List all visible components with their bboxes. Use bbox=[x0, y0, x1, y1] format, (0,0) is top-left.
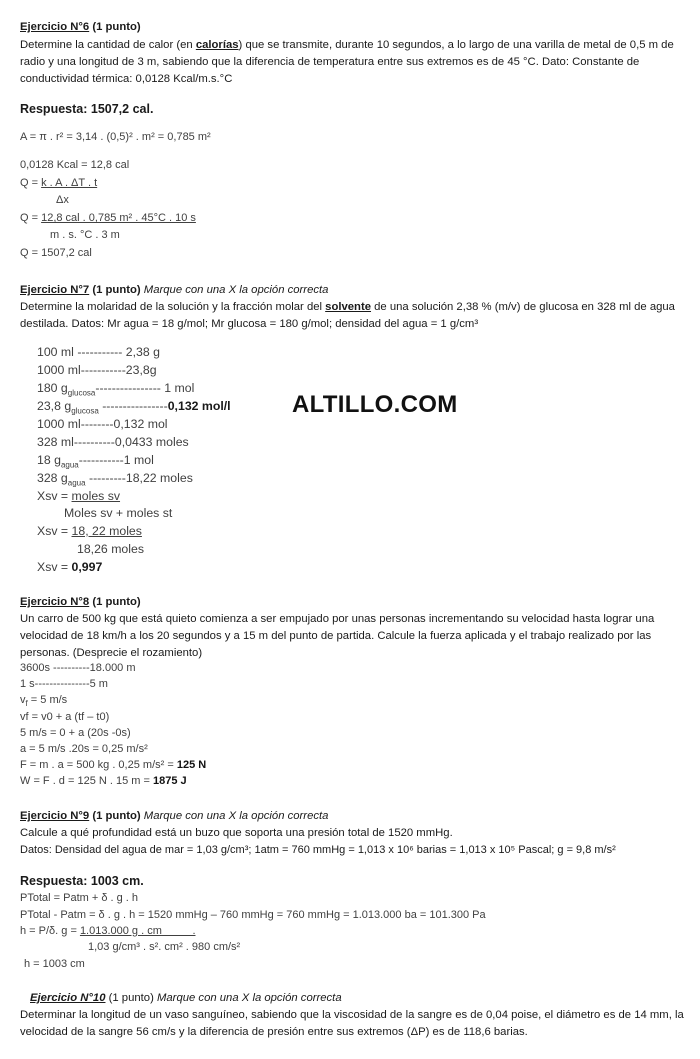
ej6-answer bbox=[20, 101, 153, 117]
ej7-l11-a: Xsv = bbox=[37, 524, 72, 538]
ej6-formula-numerator: k . A . ΔT . t bbox=[41, 177, 98, 189]
ej8-line-5: 5 m/s = 0 + a (20s -0s) bbox=[20, 727, 131, 739]
ej7-line-1: 100 ml ----------- 2,38 g bbox=[37, 345, 160, 359]
ej8-title: Ejercicio N°8 bbox=[20, 596, 90, 608]
ej9-line-5: h = 1003 cm bbox=[24, 958, 85, 970]
ej7-line-9 bbox=[37, 488, 120, 504]
ej6-subst-numerator: 12,8 cal . 0,785 m² . 45°C . 10 s bbox=[41, 212, 196, 224]
ej9-l3-a: h = P/δ. g = bbox=[20, 925, 80, 937]
ej7-l9-a: Xsv = bbox=[37, 489, 72, 503]
ej9-l3-numerator: 1.013.000 g . cm . bbox=[79, 925, 196, 937]
ej9-line-2: PTotal - Patm = δ . g . h = 1520 mmHg – 760 mmHg = 760 mmHg = 1.013.000 ba = 101.300 Pa bbox=[20, 909, 486, 921]
ej9-question-2: Datos: Densidad del agua de mar = 1,03 g/cm³; 1atm = 760 mmHg = 1,013 x 10⁶ barias = 1,013 x 10⁵ Pascal; g = 9,8 m/s² bbox=[20, 844, 616, 856]
ej7-line-13 bbox=[37, 559, 102, 575]
ej8-l3-sub: f bbox=[25, 699, 28, 709]
ej7-question bbox=[20, 299, 686, 333]
ej7-fraction-result: 0,997 bbox=[71, 560, 103, 574]
ej6-heading bbox=[20, 19, 141, 35]
ej7-l11-numerator: 18, 22 moles bbox=[71, 524, 142, 538]
ej7-line-11 bbox=[37, 523, 142, 539]
ej7-line-10: Moles sv + moles st bbox=[64, 506, 173, 520]
ej10-instruction: Marque con una X la opción correcta bbox=[156, 992, 342, 1004]
ej8-l8-a: W = F . d = 125 N . 15 m = bbox=[20, 775, 153, 787]
ej6-line-substitution bbox=[20, 210, 196, 226]
ej9-heading bbox=[20, 808, 328, 824]
ej6-line-area: A = π . r² = 3,14 . (0,5)² . m² = 0,785 m² bbox=[20, 131, 211, 143]
ej6-answer-value: : 1507,2 cal. bbox=[83, 102, 154, 116]
ej7-l8-sub: agua bbox=[67, 478, 86, 488]
ej7-question-keyword: solvente bbox=[325, 301, 372, 313]
ej7-l4-a: 23,8 g bbox=[37, 399, 72, 413]
ej7-line-2: 1000 ml-----------23,8g bbox=[37, 363, 157, 377]
ej9-instruction: Marque con una X la opción correcta bbox=[143, 810, 329, 822]
ej6-title: Ejercicio N°6 bbox=[20, 21, 90, 33]
ej7-l4-b: ---------------- bbox=[98, 399, 168, 413]
ej8-line-1: 3600s ----------18.000 m bbox=[20, 662, 136, 674]
ej6-question-a: Determine la cantidad de calor (en bbox=[20, 39, 196, 51]
ej8-heading bbox=[20, 594, 141, 610]
ej8-question: Un carro de 500 kg que está quieto comienza a ser empujado por unas personas incrementando su velocidad hasta lograr una velocidad de 18 km/h a los 20 segundos y a 15 m del punto de partida. Calcule la fuerza aplicada y el trabajo realizado por las personas. (Desprecie el rozamiento) bbox=[20, 613, 655, 659]
ej6-formula-denominator: Δx bbox=[56, 194, 69, 206]
ej9-answer-value: : 1003 cm. bbox=[83, 874, 144, 888]
ej6-line-conversion: 0,0128 Kcal = 12,8 cal bbox=[20, 159, 130, 171]
ej6-points: (1 punto) bbox=[92, 21, 141, 33]
ej7-heading bbox=[20, 282, 328, 298]
ej9-line-4: 1,03 g/cm³ . s². cm² . 980 cm/s² bbox=[88, 941, 241, 953]
ej7-l8-a: 328 g bbox=[37, 471, 68, 485]
ej6-line-result: Q = 1507,2 cal bbox=[20, 247, 92, 259]
ej8-l7-a: F = m . a = 500 kg . 0,25 m/s² = bbox=[20, 759, 177, 771]
ej7-question-c: de una solución 2,38 % (m/v) de glucosa en 328 ml de agua destilada. Datos: Mr agua = 18 g/mol; Mr glucosa = 180 g/mol; densidad del agua = 1 g/cm³ bbox=[20, 301, 675, 330]
ej9-title: Ejercicio N°9 bbox=[20, 810, 90, 822]
ej8-work-result: 1875 J bbox=[152, 775, 187, 787]
ej7-line-6: 328 ml----------0,0433 moles bbox=[37, 435, 189, 449]
ej10-points: (1 punto) bbox=[108, 992, 154, 1004]
ej7-l13-a: Xsv = bbox=[37, 560, 72, 574]
ej7-l4-sub: glucosa bbox=[71, 406, 99, 416]
ej7-question-a: Determine la molaridad de la solución y la fracción molar del bbox=[20, 301, 326, 313]
ej7-molarity-result: 0,132 mol/l bbox=[167, 399, 231, 413]
ej9-answer-label: Respuesta bbox=[20, 874, 84, 888]
watermark-altillo: ALTILLO.COM bbox=[292, 391, 458, 418]
ej10-heading bbox=[30, 990, 342, 1006]
ej9-question-1: Calcule a qué profundidad está un buzo que soporta una presión total de 1520 mmHg. bbox=[20, 827, 453, 839]
ej10-question: Determinar la longitud de un vaso sanguíneo, sabiendo que la viscosidad de la sangre es de 0,04 poise, el diámetro es de 14 mm, la velocidad de la sangre 56 cm/s y la diferencia de presión entre sus extremos (ΔP) es de 118,6 barias. bbox=[20, 1009, 684, 1038]
ej8-line-6: a = 5 m/s .20s = 0,25 m/s² bbox=[20, 743, 148, 755]
ej6-question-c: ) que se transmite, durante 10 segundos, a lo largo de una varilla de metal de 0,5 m de radio y una longitud de 3 m, sabiendo que la diferencia de temperatura entre sus extremos es de 45 °C. Dato: Constante de conductividad térmica: 0,0128 Kcal/m.s.°C bbox=[20, 39, 674, 85]
ej7-line-12: 18,26 moles bbox=[77, 542, 144, 556]
ej7-l7-b: -----------1 mol bbox=[78, 453, 154, 467]
ej8-line-8 bbox=[20, 773, 187, 789]
ej8-line-7 bbox=[20, 757, 206, 773]
ej7-l3-a: 180 g bbox=[37, 381, 68, 395]
ej7-instruction: Marque con una X la opción correcta bbox=[143, 284, 329, 296]
ej6-answer-label: Respuesta bbox=[20, 102, 84, 116]
ej8-line-2: 1 s---------------5 m bbox=[20, 678, 108, 690]
ej7-line-5: 1000 ml--------0,132 mol bbox=[37, 417, 168, 431]
ej6-line-formula bbox=[20, 175, 97, 191]
ej7-l7-sub: agua bbox=[60, 460, 79, 470]
ej8-line-4: vf = v0 + a (tf – t0) bbox=[20, 711, 110, 723]
ej9-line-3 bbox=[20, 923, 196, 939]
ej6-subst-lhs: Q = bbox=[20, 212, 42, 224]
ej8-l3-a: v bbox=[20, 694, 26, 706]
ej7-title: Ejercicio N°7 bbox=[20, 284, 90, 296]
ej9-answer bbox=[20, 873, 144, 889]
ej7-l3-sub: glucosa bbox=[67, 388, 96, 398]
ej9-points: (1 punto) bbox=[92, 810, 141, 822]
ej7-points: (1 punto) bbox=[92, 284, 141, 296]
ej8-points: (1 punto) bbox=[92, 596, 141, 608]
ej8-force-result: 125 N bbox=[176, 759, 207, 771]
ej6-question bbox=[20, 37, 686, 88]
ej6-question-keyword: calorías bbox=[195, 39, 239, 51]
ej6-formula-lhs: Q = bbox=[20, 177, 42, 189]
ej6-subst-denominator: m . s. °C . 3 m bbox=[50, 229, 120, 241]
ej10-title: Ejercicio N°10 bbox=[30, 992, 106, 1004]
ej8-l3-b: = 5 m/s bbox=[27, 694, 68, 706]
ej7-l7-a: 18 g bbox=[37, 453, 61, 467]
ej7-l8-b: ---------18,22 moles bbox=[85, 471, 193, 485]
ej7-l3-b: ---------------- 1 mol bbox=[95, 381, 195, 395]
ej7-l9-numerator: moles sv bbox=[71, 489, 121, 503]
ej9-line-1: PTotal = Patm + δ . g . h bbox=[20, 892, 139, 904]
